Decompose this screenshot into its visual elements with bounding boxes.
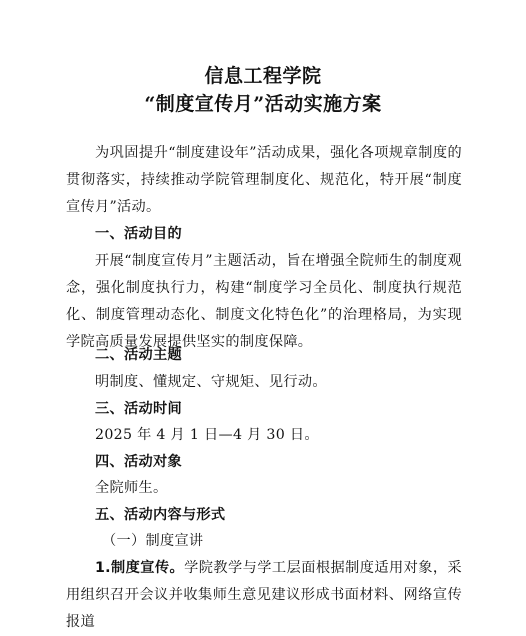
document-title-line1: 信息工程学院 [204, 65, 322, 87]
list-item-text: 学院教学与学工层面根据制度适用对象，采用组织召开会议并收集师生意见建议形成书面材料、网络宣传报道 [66, 560, 462, 630]
list-item-lead: 1.制度宣传。 [95, 560, 185, 576]
document-title-line2: “制度宣传月”活动实施方案 [144, 93, 382, 115]
section-text-time: 2025 年 4 月 1 日—4 月 30 日。 [95, 427, 319, 443]
section-heading-theme: 二、活动主题 [95, 347, 182, 363]
list-item-promotion [66, 555, 462, 636]
section-text-theme: 明制度、懂规定、守规矩、见行动。 [95, 374, 327, 390]
section-heading-time: 三、活动时间 [95, 401, 182, 417]
section-heading-target: 四、活动对象 [95, 454, 182, 470]
section-heading-purpose: 一、活动目的 [95, 226, 182, 242]
section-text-purpose: 开展“制度宣传月”主题活动，旨在增强全院师生的制度观念，强化制度执行力，构建“制度学习全员化、制度执行规范化、制度管理动态化、制度文化特色化”的治理格局，为实现学院高质量发展提供坚实的制度保障。 [66, 253, 462, 350]
intro-paragraph: 为巩固提升“制度建设年”活动成果，强化各项规章制度的贯彻落实，持续推动学院管理制度化、规范化，特开展“制度宣传月”活动。 [66, 145, 462, 215]
section-text-target: 全院师生。 [95, 480, 168, 496]
section-heading-content: 五、活动内容与形式 [95, 507, 226, 523]
subsection-heading-lecture: （一）制度宣讲 [102, 533, 204, 549]
